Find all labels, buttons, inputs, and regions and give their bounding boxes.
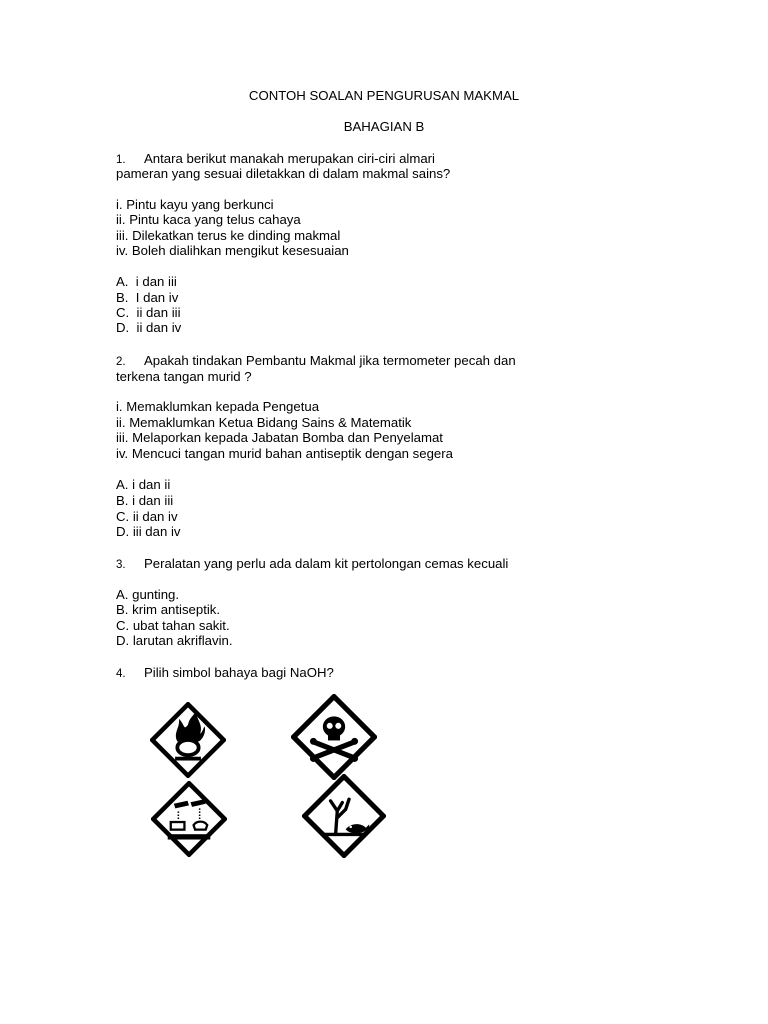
question-number: 2. (116, 356, 126, 368)
answer-option: C. ii dan iii (116, 305, 181, 320)
answer-option: A. gunting. (116, 587, 180, 602)
statement: iv. Mencuci tangan murid bahan antiseptik dengan segera (116, 446, 453, 461)
question-number: 4. (116, 668, 126, 680)
question-text: Pilih simbol bahaya bagi NaOH? (144, 665, 334, 680)
question-text-cont: pameran yang sesuai diletakkan di dalam makmal sains? (116, 166, 451, 181)
answer-option: B. i dan iii (116, 493, 174, 508)
statement: iii. Dilekatkan terus ke dinding makmal (116, 228, 341, 243)
answer-option: D. iii dan iv (116, 524, 181, 539)
answer-option: A. i dan ii (116, 477, 171, 492)
answer-option: D. larutan akriflavin. (116, 633, 233, 648)
answer-option: C. ii dan iv (116, 509, 178, 524)
toxic-skull-symbol-icon (291, 694, 377, 780)
question-number: 1. (116, 154, 126, 166)
question-text: Apakah tindakan Pembantu Makmal jika termometer pecah dan (144, 353, 516, 368)
answer-option: D. ii dan iv (116, 320, 182, 335)
answer-option: B. I dan iv (116, 290, 179, 305)
page-title: CONTOH SOALAN PENGURUSAN MAKMAL (248, 88, 520, 103)
question-4 (116, 665, 334, 682)
question-text-cont: terkena tangan murid ? (116, 369, 252, 384)
oxidizing-symbol-icon (150, 702, 226, 778)
question-2 (116, 353, 516, 370)
question-3 (116, 556, 508, 573)
statement: ii. Memaklumkan Ketua Bidang Sains & Matematik (116, 415, 412, 430)
statement: iii. Melaporkan kepada Jabatan Bomba dan Penyelamat (116, 430, 443, 445)
question-text: Peralatan yang perlu ada dalam kit pertolongan cemas kecuali (144, 556, 509, 571)
corrosive-symbol-icon (151, 781, 227, 857)
answer-option: B. krim antiseptik. (116, 602, 221, 617)
statement: i. Memaklumkan kepada Pengetua (116, 399, 320, 414)
answer-option: A. i dan iii (116, 274, 177, 289)
question-number: 3. (116, 559, 126, 571)
section-heading: BAHAGIAN B (343, 119, 425, 134)
statement: iv. Boleh dialihkan mengikut kesesuaian (116, 243, 349, 258)
question-text: Antara berikut manakah merupakan ciri-ciri almari (144, 151, 435, 166)
statement: i. Pintu kayu yang berkunci (116, 197, 274, 212)
environmental-hazard-symbol-icon (302, 774, 386, 858)
answer-option: C. ubat tahan sakit. (116, 618, 230, 633)
statement: ii. Pintu kaca yang telus cahaya (116, 212, 301, 227)
